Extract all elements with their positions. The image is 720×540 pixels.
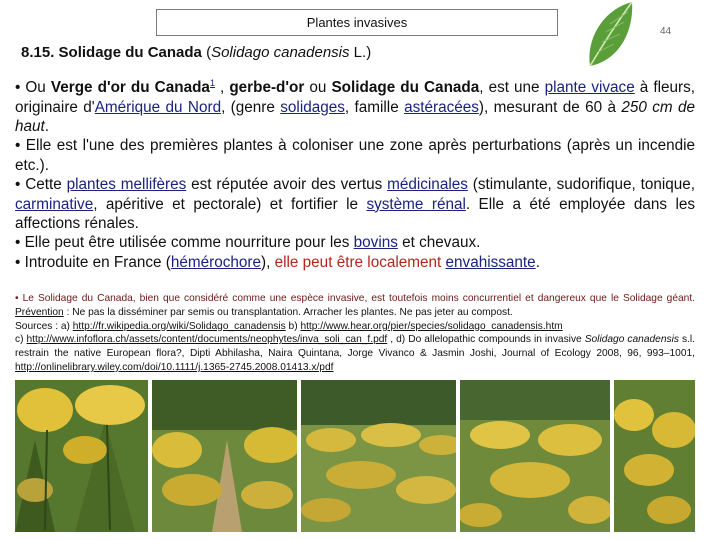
main-text (15, 74, 695, 272)
page-number: 44 (660, 26, 672, 37)
link-plante-vivace[interactable]: plante vivace (544, 79, 635, 97)
link-envahissante[interactable]: envahissante (445, 253, 536, 271)
photo-strip (15, 380, 695, 538)
photo-goldenrod-path (152, 380, 297, 532)
bullet-5: • Introduite en France (hémérochore), elle peut être localement envahissante. (15, 253, 540, 271)
link-medicinales[interactable]: médicinales (387, 176, 468, 194)
bullet-3: • Cette plantes mellifères est réputée avoir des vertus médicinales (stimulante, sudorifique, tonique, carminative, apéritive et pectorale) et fortifier le système rénal. Elle a été employée dans les affections rénales. (15, 176, 696, 232)
section-heading (21, 44, 371, 61)
source-link-b[interactable]: http://www.hear.org/pier/species/solidago_canadensis.htm (300, 320, 563, 332)
photo-goldenrod-dense (614, 380, 695, 532)
notes-block (15, 292, 695, 375)
photo-goldenrod-field (301, 380, 456, 532)
bullet-1: • Ou Verge d'or du Canada$^1$ , gerbe-d'or ou Solidage du Canada, est une plante vivace à fleurs, originaire d'Amérique du Nord, (genre solidages, famille astéracées), mesurant de 60 à 250 cm de haut. (15, 78, 695, 135)
bullet-2: • Elle est l'une des premières plantes à coloniser une zone après perturbations (après un incendie etc.). (15, 137, 695, 174)
link-systeme-renal[interactable]: système rénal (366, 195, 466, 213)
link-prevention[interactable]: Prévention (15, 306, 64, 318)
prevention-note: • Le Solidage du Canada, bien que considéré comme une espèce invasive, est toutefois moins concurrentiel et dangereux que le Solidage géant. Prévention : Ne pas la disséminer par semis ou transplantation. Arracher les plantes. Ne pas jeter au compost. (15, 293, 695, 318)
heading-paren: ( (201, 44, 212, 61)
link-carminative[interactable]: carminative (15, 195, 94, 213)
link-bovins[interactable]: bovins (353, 234, 398, 252)
bullet-4: • Elle peut être utilisée comme nourriture pour les bovins et chevaux. (15, 234, 481, 252)
source-link-a[interactable]: http://fr.wikipedia.org/wiki/Solidago_canadensis (72, 320, 286, 332)
link-plantes-melliferes[interactable]: plantes mellifères (66, 176, 187, 194)
heading-number: 8.15. (21, 44, 55, 61)
common-name: Verge d'or du Canada (50, 79, 210, 97)
link-solidages[interactable]: solidages (280, 98, 345, 116)
heading-name: Solidage du Canada (58, 44, 202, 61)
photo-goldenrod-closeup (15, 380, 148, 532)
leaf-icon (584, 0, 636, 72)
link-asteracees[interactable]: astéracées (404, 98, 479, 116)
source-link-d[interactable]: http://onlinelibrary.wiley.com/doi/10.1111/j.1365-2745.2008.01413.x/pdf (15, 361, 334, 373)
page-title: Plantes invasives (306, 15, 408, 30)
link-amerique-du-nord[interactable]: Amérique du Nord (94, 98, 222, 116)
sources: Sources : a) http://fr.wikipedia.org/wiki/Solidago_canadensis b) http://www.hear.org/pier/species/solidago_canadensis.htm (15, 320, 563, 332)
link-hemerochore[interactable]: hémérochore (170, 253, 261, 271)
footnote-link[interactable]: 1 (209, 78, 215, 88)
source-link-c[interactable]: http://www.infoflora.ch/assets/content/documents/neophytes/inva_soli_can_f.pdf (26, 334, 388, 346)
sources-cd: c) http://www.infoflora.ch/assets/content/documents/neophytes/inva_soli_can_f.pdf , d) Do allelopathic compounds in invasive Solidago canadensis s.l. restrain the native European flora?, Dipti Abhilasha, Naira Quintana, Jorge Vivanco & Jasmin Joshi, Journal of Ecology 2008, 96, 993–1001, http://onlinelibrary.wiley.com/doi/10.1111/j.1365-2745.2008.01413.x/pdf (15, 334, 695, 373)
heading-author: L.) (349, 44, 372, 61)
heading-latin-name: Solidago canadensis (211, 44, 350, 61)
photo-goldenrod-meadow (460, 380, 610, 532)
title-box (156, 9, 558, 36)
